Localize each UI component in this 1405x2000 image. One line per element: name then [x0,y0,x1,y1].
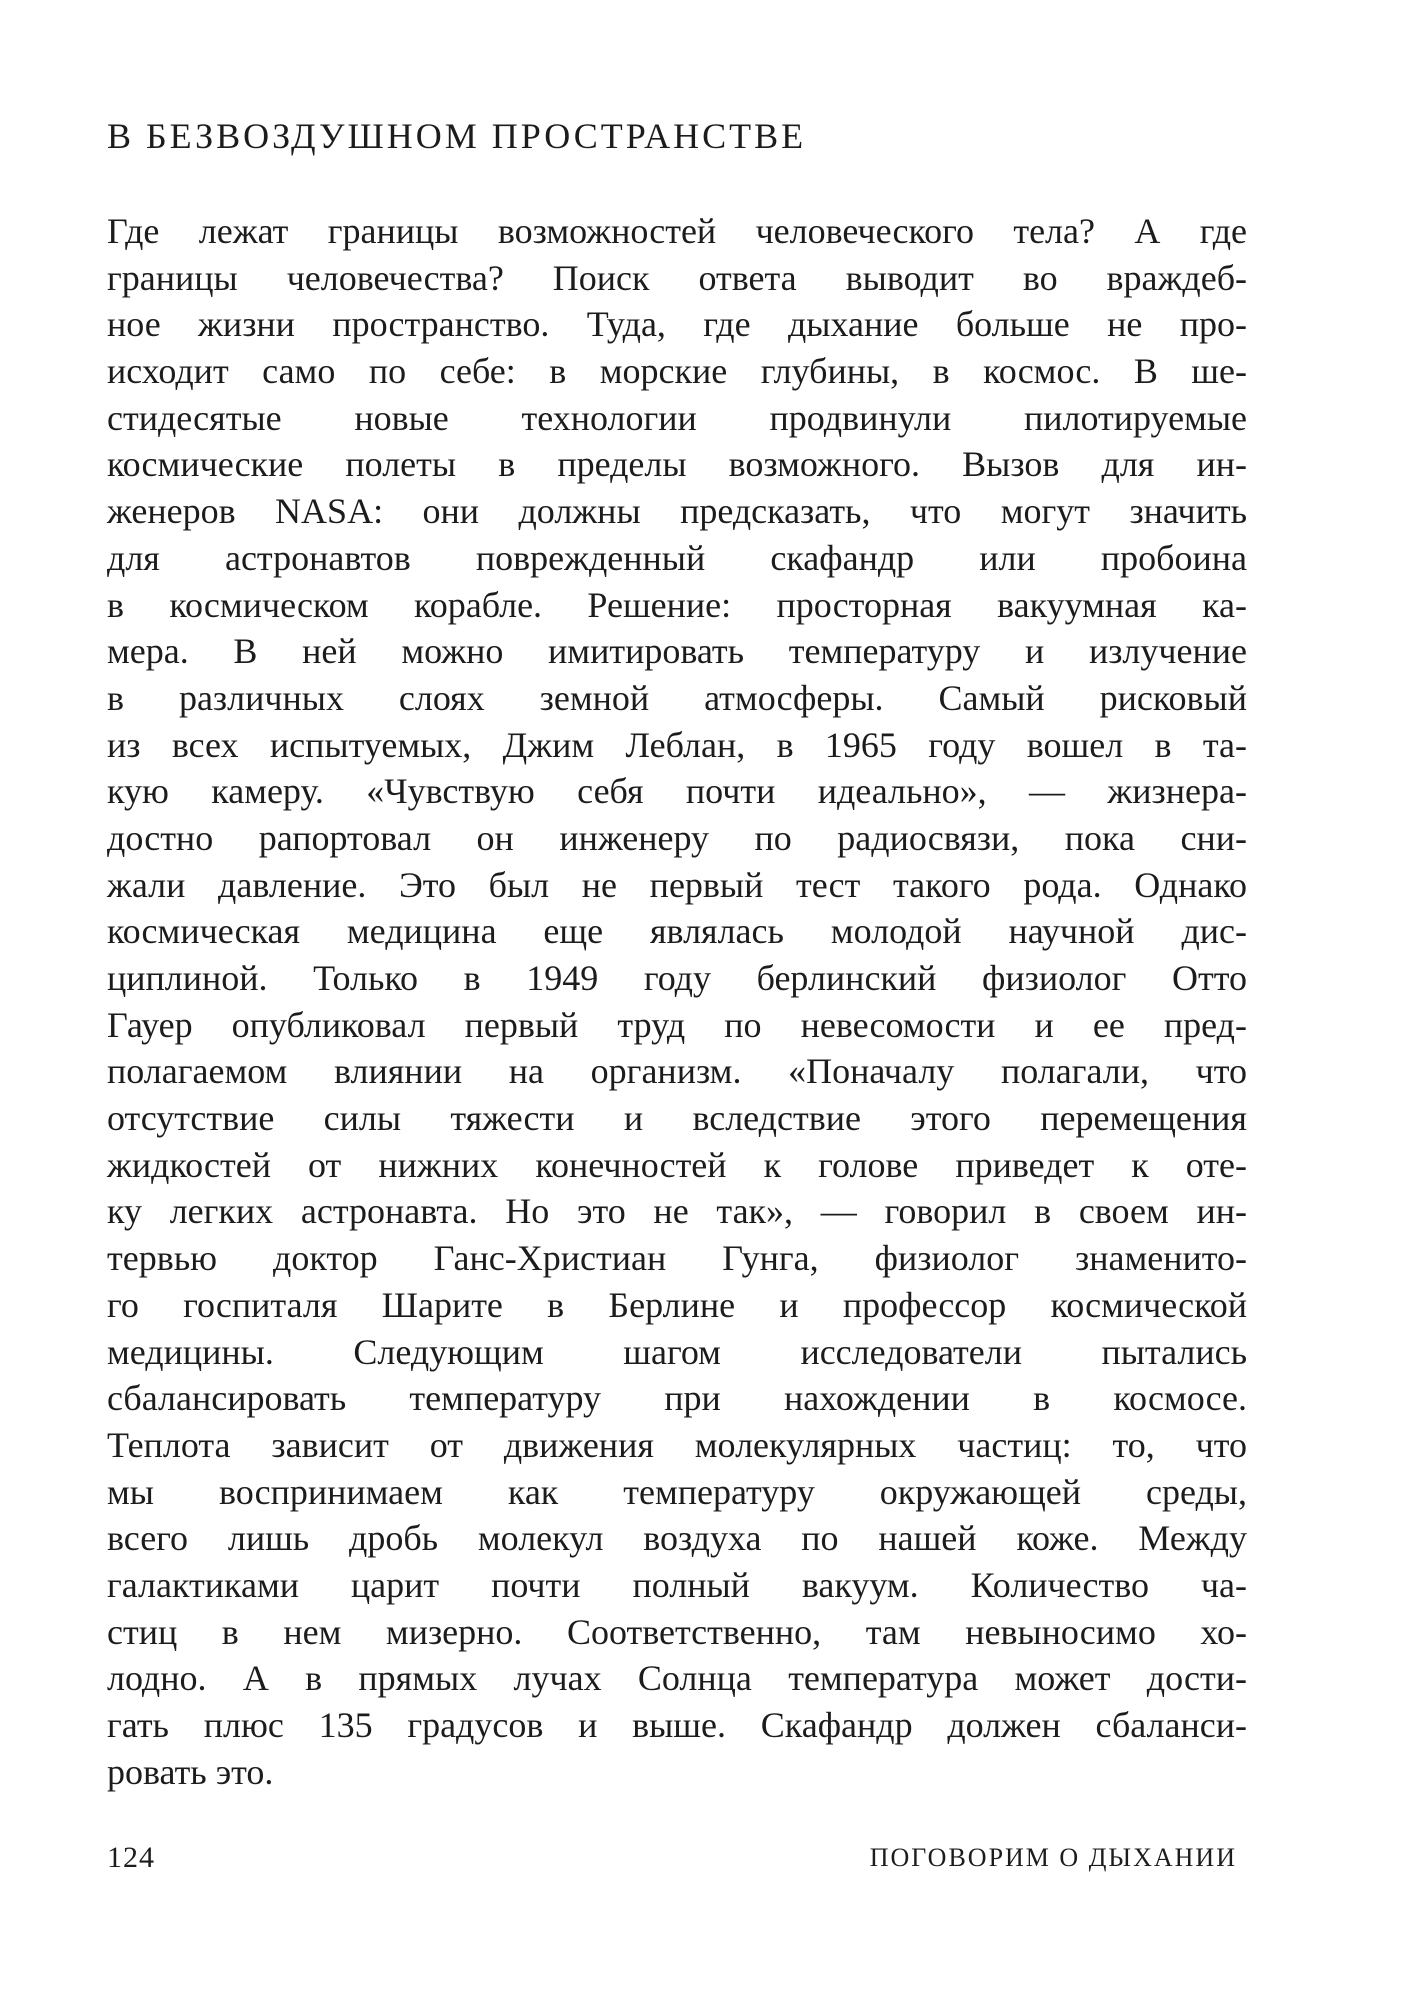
page-number: 124 [107,1841,155,1874]
text-line: кую камеру. «Чувствую себя почти идеально», — жизнера- [107,771,1247,812]
text-line: всего лишь дробь молекул воздуха по нашей коже. Между [107,1518,1247,1559]
text-line: мера. В ней можно имитировать температуру и излучение [107,631,1247,672]
text-line: стидесятые новые технологии продвинули пилотируемые [107,397,1247,438]
text-line: в космическом корабле. Решение: просторная вакуумная ка- [107,584,1247,625]
text-line: жидкостей от нижних конечностей к голове приведет к оте- [107,1144,1247,1185]
text-line: го госпиталя Шарите в Берлине и профессор космической [107,1284,1247,1325]
text-line: космическая медицина еще являлась молодой научной дис- [107,911,1247,952]
text-line: ное жизни пространство. Туда, где дыхание больше не про- [107,304,1247,345]
text-line: циплиной. Только в 1949 году берлинский физиолог Отто [107,958,1247,998]
section-heading: В БЕЗВОЗДУШНОМ ПРОСТРАНСТВЕ [107,116,807,156]
text-line: из всех испытуемых, Джим Леблан, в 1965 году вошел в та- [107,724,1247,765]
text-line: отсутствие силы тяжести и вследствие этого перемещения [107,1098,1247,1139]
text-line: Теплота зависит от движения молекулярных частиц: то, что [107,1424,1247,1465]
text-line: стиц в нем мизерно. Соответственно, там невыносимо хо- [107,1611,1247,1652]
text-line: лодно. А в прямых лучах Солнца температура может дости- [107,1658,1247,1699]
text-line: границы человечества? Поиск ответа выводит во враждеб- [107,257,1247,298]
running-title: ПОГОВОРИМ О ДЫХАНИИ [869,1843,1237,1872]
text-line: для астронавтов поврежденный скафандр или пробоина [107,537,1247,578]
body-paragraph [107,208,1247,1795]
text-line: сбалансировать температуру при нахождении в космосе. [107,1378,1247,1419]
text-line: жали давление. Это был не первый тест такого рода. Однако [107,864,1247,905]
text-line: женеров NASA: они должны предсказать, что могут значить [107,491,1247,532]
text-line: достно рапортовал он инженеру по радиосвязи, пока сни- [107,817,1247,858]
text-line: Гауер опубликовал первый труд по невесомости и ее пред- [107,1004,1247,1045]
text-line: мы воспринимаем как температуру окружающей среды, [107,1471,1247,1512]
text-line: в различных слоях земной атмосферы. Самый рисковый [107,677,1247,718]
text-line: тервью доктор Ганс-Христиан Гунга, физиолог знаменито- [107,1238,1247,1279]
text-line-last: ровать это. [107,1751,274,1792]
text-line: медицины. Следующим шагом исследователи пытались [107,1331,1247,1372]
text-line: космические полеты в пределы возможного. Вызов для ин- [107,444,1247,485]
text-line: исходит само по себе: в морские глубины, в космос. В ше- [107,351,1247,392]
text-line: полагаемом влиянии на организм. «Поначалу полагали, что [107,1051,1247,1092]
text-line: галактиками царит почти полный вакуум. Количество ча- [107,1564,1247,1605]
text-line: Где лежат границы возможностей человеческого тела? А где [107,211,1247,251]
text-line: гать плюс 135 градусов и выше. Скафандр должен сбаланси- [107,1705,1247,1745]
text-line: ку легких астронавта. Но это не так», — говорил в своем ин- [107,1191,1247,1232]
